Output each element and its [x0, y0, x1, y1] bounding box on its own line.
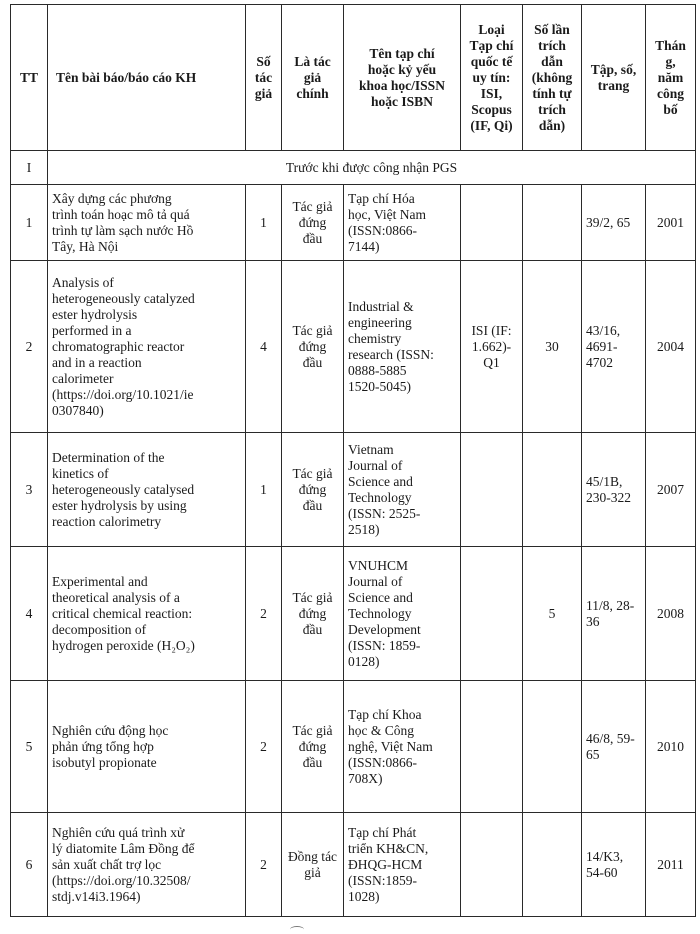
cell-trich-dan	[523, 185, 582, 261]
cell-ten-bai-bao: Analysis of heterogeneously catalyzed ester hydrolysis performed in a chromatographic reactor and in a reaction calorimeter (https://doi.org/10.1021/ie 0307840)	[48, 261, 246, 433]
cell-tac-gia-chinh: Tác giả đứng đầu	[282, 681, 344, 813]
cell-so-tac-gia: 4	[246, 261, 282, 433]
table-row	[11, 185, 696, 261]
cell-tap-so-trang: 43/16, 4691- 4702	[582, 261, 646, 433]
cell-tt: 6	[11, 813, 48, 917]
cell-loai-tap-chi	[461, 185, 523, 261]
table-row	[11, 261, 696, 433]
cell-loai-tap-chi	[461, 433, 523, 547]
header-tt: TT	[11, 5, 48, 151]
cell-tap-chi: Industrial & engineering chemistry research (ISSN: 0888-5885 1520-5045)	[344, 261, 461, 433]
header-thang-nam: Thán g, năm công bố	[646, 5, 696, 151]
cell-tap-so-trang: 39/2, 65	[582, 185, 646, 261]
cell-ten-bai-bao: Determination of the kinetics of heterogeneously catalysed ester hydrolysis by using reaction calorimetry	[48, 433, 246, 547]
cell-tac-gia-chinh: Tác giả đứng đầu	[282, 261, 344, 433]
cell-nam: 2011	[646, 813, 696, 917]
section-row	[11, 151, 696, 185]
cell-ten-bai-bao: Nghiên cứu quá trình xử lý diatomite Lâm Đồng để sản xuất chất trợ lọc (https://doi.org/10.32508/ stdj.v14i3.1964)	[48, 813, 246, 917]
cell-nam: 2004	[646, 261, 696, 433]
header-row	[11, 5, 696, 151]
cell-ten-bai-bao: Experimental and theoretical analysis of a critical chemical reaction: decomposition of hydrogen peroxide (H₂O₂)	[48, 547, 246, 681]
cell-tac-gia-chinh: Đồng tác giả	[282, 813, 344, 917]
publication-table	[10, 4, 696, 917]
cell-tap-chi: Tạp chí Khoa học & Công nghệ, Việt Nam (ISSN:0866- 708X)	[344, 681, 461, 813]
cell-so-tac-gia: 2	[246, 813, 282, 917]
cell-tap-so-trang: 45/1B, 230-322	[582, 433, 646, 547]
cell-so-tac-gia: 2	[246, 547, 282, 681]
cell-tap-chi: Vietnam Journal of Science and Technology (ISSN: 2525- 2518)	[344, 433, 461, 547]
header-la-tac-gia-chinh: Là tác giả chính	[282, 5, 344, 151]
header-tap-so-trang: Tập, số, trang	[582, 5, 646, 151]
cell-ten-bai-bao: Xây dựng các phương trình toán hoạc mô tả quá trình tự làm sạch nước Hồ Tây, Hà Nội	[48, 185, 246, 261]
cell-trich-dan: 5	[523, 547, 582, 681]
section-number: I	[11, 151, 48, 185]
cell-tt: 4	[11, 547, 48, 681]
cell-tap-chi: Tạp chí Hóa học, Việt Nam (ISSN:0866- 7144)	[344, 185, 461, 261]
cell-trich-dan: 30	[523, 261, 582, 433]
cell-tt: 5	[11, 681, 48, 813]
cell-loai-tap-chi	[461, 547, 523, 681]
cell-trich-dan	[523, 681, 582, 813]
table-row	[11, 433, 696, 547]
cell-loai-tap-chi	[461, 681, 523, 813]
cell-nam: 2010	[646, 681, 696, 813]
table-row	[11, 547, 696, 681]
table-row	[11, 681, 696, 813]
page-edge-mark	[290, 926, 304, 933]
header-so-tac-gia: Số tác giả	[246, 5, 282, 151]
cell-so-tac-gia: 2	[246, 681, 282, 813]
cell-trich-dan	[523, 813, 582, 917]
cell-tt: 1	[11, 185, 48, 261]
cell-so-tac-gia: 1	[246, 433, 282, 547]
cell-tap-so-trang: 46/8, 59- 65	[582, 681, 646, 813]
cell-tac-gia-chinh: Tác giả đứng đầu	[282, 547, 344, 681]
cell-tt: 2	[11, 261, 48, 433]
cell-tap-so-trang: 11/8, 28- 36	[582, 547, 646, 681]
cell-trich-dan	[523, 433, 582, 547]
header-ten-bai-bao: Tên bài báo/báo cáo KH	[48, 5, 246, 151]
cell-tap-chi: Tạp chí Phát triển KH&CN, ĐHQG-HCM (ISSN:1859- 1028)	[344, 813, 461, 917]
header-ten-tap-chi: Tên tạp chí hoặc kỷ yếu khoa học/ISSN hoặc ISBN	[344, 5, 461, 151]
cell-tap-chi: VNUHCM Journal of Science and Technology Development (ISSN: 1859- 0128)	[344, 547, 461, 681]
cell-loai-tap-chi	[461, 813, 523, 917]
cell-nam: 2008	[646, 547, 696, 681]
header-loai-tap-chi: Loại Tạp chí quốc tế uy tín: ISI, Scopus (IF, Qi)	[461, 5, 523, 151]
cell-loai-tap-chi: ISI (IF: 1.662)- Q1	[461, 261, 523, 433]
header-so-lan-trich-dan: Số lần trích dẫn (không tính tự trích dẫn)	[523, 5, 582, 151]
cell-tac-gia-chinh: Tác giả đứng đầu	[282, 433, 344, 547]
cell-tac-gia-chinh: Tác giả đứng đầu	[282, 185, 344, 261]
table-row	[11, 813, 696, 917]
cell-ten-bai-bao: Nghiên cứu động học phản ứng tổng hợp isobutyl propionate	[48, 681, 246, 813]
cell-so-tac-gia: 1	[246, 185, 282, 261]
cell-nam: 2007	[646, 433, 696, 547]
cell-tap-so-trang: 14/K3, 54-60	[582, 813, 646, 917]
cell-nam: 2001	[646, 185, 696, 261]
section-title: Trước khi được công nhận PGS	[48, 151, 696, 185]
cell-tt: 3	[11, 433, 48, 547]
